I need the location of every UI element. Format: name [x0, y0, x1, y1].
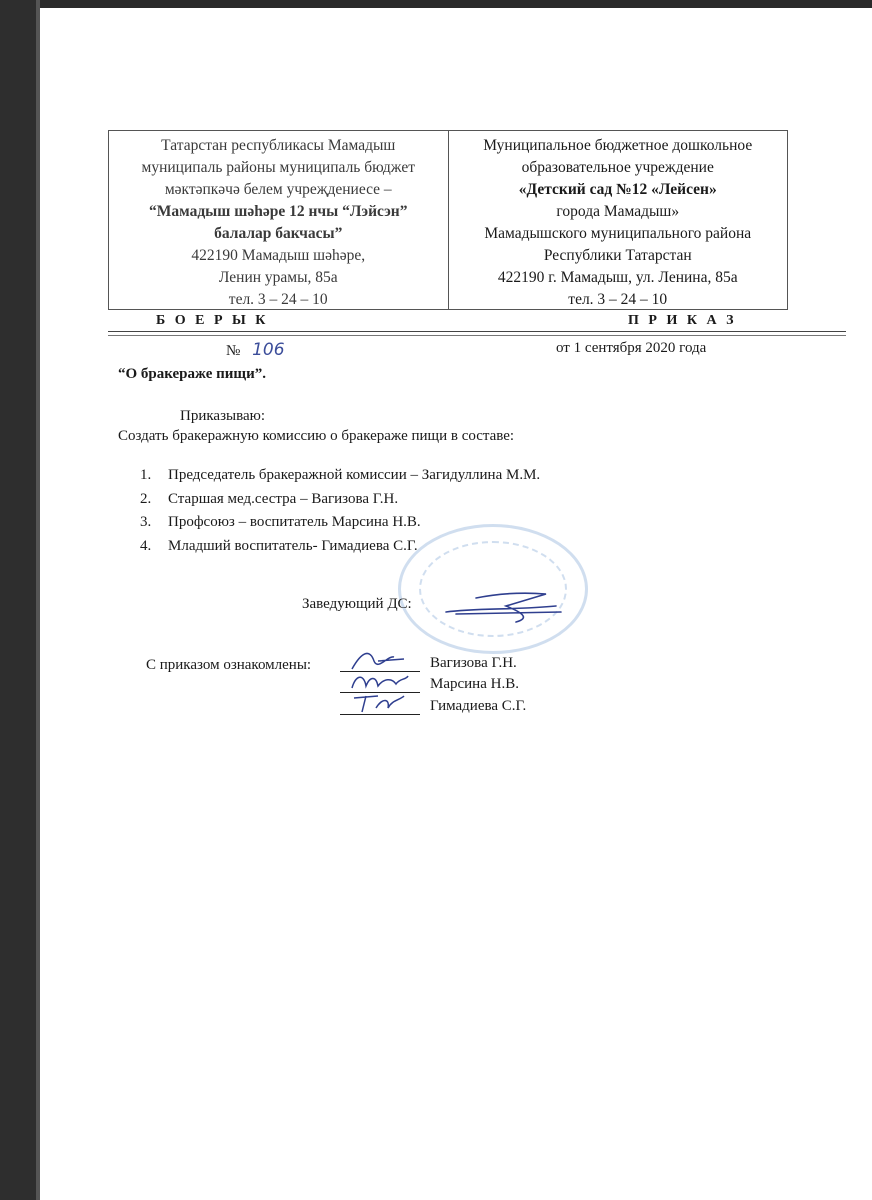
letterhead-russian-address: 422190 г. Мамадыш, ул. Ленина, 85а [497, 269, 738, 286]
order-number [226, 340, 285, 360]
handwritten-number: 106 [252, 340, 285, 360]
letterhead-russian-phone: тел. 3 – 24 – 10 [568, 291, 668, 308]
letterhead-russian-line: Муниципальное бюджетное дошкольное [483, 137, 753, 154]
head-signature-label: Заведующий ДС: [302, 596, 412, 612]
letterhead-russian-line: Мамадышского муниципального района [484, 225, 752, 242]
list-item-text: Председатель бракеражной комиссии – Загидуллина М.М. [168, 467, 541, 483]
list-item-number: 4. [140, 537, 152, 554]
list-item-number: 3. [140, 514, 152, 530]
list-item [140, 464, 540, 488]
letterhead-russian [448, 131, 788, 309]
acknowledged-name: Гимадиева С.Г. [430, 698, 527, 714]
letterhead-russian-org-name: «Детский сад №12 «Лейсен» [518, 181, 717, 198]
letterhead-tatar [109, 131, 448, 309]
list-item-text: Младший воспитатель- Гимадиева С.Г. [168, 537, 418, 554]
list-item-number: 2. [140, 490, 152, 507]
acknowledged-name: Марсина Н.В. [430, 676, 519, 692]
letterhead-tatar-org-name: балалар бакчасы” [214, 225, 343, 242]
acknowledged-name: Вагизова Г.Н. [430, 655, 517, 671]
letterhead-russian-line: города Мамадыш» [556, 203, 680, 220]
scan-edge-top [0, 0, 872, 8]
letterhead-tatar-address: Ленин урамы, 85а [218, 269, 338, 286]
signature-icon [348, 690, 408, 716]
order-subject: “О бракераже пищи”. [118, 366, 266, 382]
order-intro: Создать бракеражную комиссию о бракераже пищи в составе: [118, 428, 515, 444]
list-item [140, 488, 540, 512]
letterhead-tatar-line: мәктәпкәчә белем учреҗдениесе – [164, 181, 392, 198]
divider [108, 335, 846, 336]
head-signature-icon [436, 584, 566, 628]
order-date: от 1 сентября 2020 года [556, 340, 707, 356]
signature-line [340, 698, 420, 715]
letterhead-russian-line: Республики Татарстан [543, 247, 692, 264]
letterhead-russian-line: образовательное учреждение [521, 159, 714, 176]
letterhead-tatar-org-name: “Мамадыш шәһәре 12 нчы “Лэйсэн” [149, 203, 408, 220]
letterhead-tatar-line: муниципаль районы муниципаль бюджет [141, 159, 415, 176]
order-word: Приказываю: [180, 408, 265, 424]
divider [108, 331, 846, 332]
acknowledgement-row [340, 698, 526, 715]
acknowledged-label: С приказом ознакомлены: [146, 657, 312, 673]
title-prikaz: П Р И К А З [628, 313, 737, 328]
scan-edge-left [0, 0, 40, 1200]
list-item-text: Старшая мед.сестра – Вагизова Г.Н. [168, 490, 399, 507]
number-sign: № [226, 343, 241, 359]
list-item-number: 1. [140, 467, 152, 483]
list-item-text: Профсоюз – воспитатель Марсина Н.В. [168, 514, 421, 530]
title-boeryk: Б О Е Р Ы К [156, 313, 269, 328]
letterhead-table [108, 130, 788, 310]
letterhead-tatar-address: 422190 Мамадыш шәһәре, [191, 247, 366, 264]
letterhead-tatar-phone: тел. 3 – 24 – 10 [228, 291, 328, 308]
letterhead-tatar-line: Татарстан республикасы Мамадыш [161, 137, 396, 154]
